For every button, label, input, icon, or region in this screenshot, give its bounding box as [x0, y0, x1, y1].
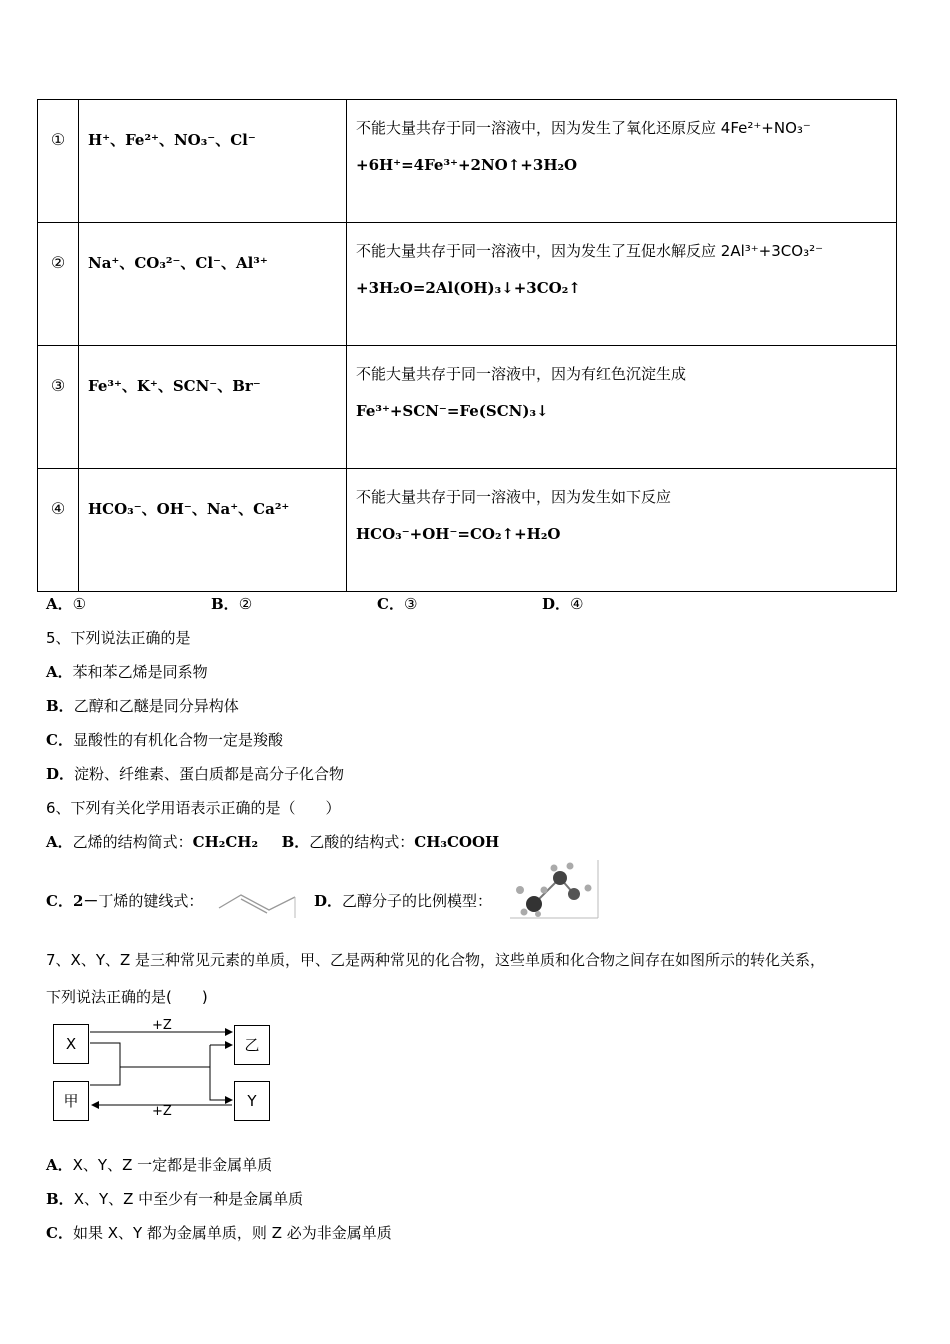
q7-stem-line2: 下列说法正确的是( )	[46, 988, 208, 1006]
row-number: ①	[38, 100, 79, 223]
node-yi: 乙	[234, 1025, 270, 1065]
q5-option-a[interactable]: A．苯和苯乙烯是同系物	[46, 663, 208, 681]
ion-group	[79, 346, 347, 469]
ion-table	[37, 99, 897, 592]
node-y: Y	[234, 1081, 270, 1121]
ion-group	[79, 223, 347, 346]
table-row	[38, 223, 897, 346]
q5-stem: 5、下列说法正确的是	[46, 629, 191, 647]
table-row	[38, 100, 897, 223]
bottom-arrow-label: +Z	[152, 1104, 172, 1119]
equation-text: +6H⁺=4Fe³⁺+2NO↑+3H₂O	[356, 156, 578, 174]
q6-option-c[interactable]: C．2－丁烯的键线式：	[46, 892, 204, 910]
explanation-cell	[347, 469, 897, 592]
explanation-text: 不能大量共存于同一溶液中，因为发生如下反应	[356, 488, 672, 506]
table-row	[38, 469, 897, 592]
ion-group	[79, 469, 347, 592]
equation-text: Fe³⁺+SCN⁻=Fe(SCN)₃↓	[356, 402, 549, 420]
ion-group-text: HCO₃⁻、OH⁻、Na⁺、Ca²⁺	[88, 500, 290, 518]
q6-option-d[interactable]: D．乙醇分子的比例模型：	[314, 892, 493, 910]
q4-option-a[interactable]: A．①	[46, 595, 87, 613]
explanation-text: 不能大量共存于同一溶液中，因为发生了互促水解反应 2Al³⁺+3CO₃²⁻	[356, 242, 824, 260]
explanation-text: 不能大量共存于同一溶液中，因为有红色沉淀生成	[356, 365, 687, 383]
q7-option-c[interactable]: C．如果 X、Y 都为金属单质，则 Z 必为非金属单质	[46, 1224, 392, 1242]
explanation-cell	[347, 223, 897, 346]
q4-option-c[interactable]: C．③	[377, 595, 418, 613]
ion-group-text: Fe³⁺、K⁺、SCN⁻、Br⁻	[88, 377, 261, 395]
q5-option-c[interactable]: C．显酸性的有机化合物一定是羧酸	[46, 731, 283, 749]
ion-group-text: H⁺、Fe²⁺、NO₃⁻、Cl⁻	[88, 131, 256, 149]
row-number: ③	[38, 346, 79, 469]
q6-options-ab	[46, 831, 499, 852]
equation-text: +3H₂O=2Al(OH)₃↓+3CO₂↑	[356, 279, 581, 297]
explanation-cell	[347, 346, 897, 469]
q7-option-a[interactable]: A．X、Y、Z 一定都是非金属单质	[46, 1156, 273, 1174]
q4-option-b[interactable]: B．②	[211, 595, 253, 613]
explanation-text: 不能大量共存于同一溶液中，因为发生了氧化还原反应 4Fe²⁺+NO₃⁻	[356, 119, 811, 137]
node-jia: 甲	[53, 1081, 89, 1121]
ion-group-text: Na⁺、CO₃²⁻、Cl⁻、Al³⁺	[88, 254, 268, 272]
q7-option-b[interactable]: B．X、Y、Z 中至少有一种是金属单质	[46, 1190, 304, 1208]
q6-stem: 6、下列有关化学用语表示正确的是（ ）	[46, 799, 341, 817]
equation-text: HCO₃⁻+OH⁻=CO₂↑+H₂O	[356, 525, 561, 543]
q7-stem-line1: 7、X、Y、Z 是三种常见元素的单质，甲、乙是两种常见的化合物，这些单质和化合物之间存在如图所示的转化关系，	[46, 951, 826, 969]
butene-skeletal-formula	[217, 888, 299, 920]
q6-option-a[interactable]: A．乙烯的结构简式：CH₂CH₂	[46, 833, 259, 851]
q4-option-d[interactable]: D．④	[542, 595, 584, 613]
top-arrow-label: +Z	[152, 1018, 172, 1033]
ion-group	[79, 100, 347, 223]
q6-option-b[interactable]: B．乙酸的结构式：CH₃COOH	[281, 833, 500, 851]
q5-option-d[interactable]: D．淀粉、纤维素、蛋白质都是高分子化合物	[46, 765, 345, 783]
q5-option-b[interactable]: B．乙醇和乙醚是同分异构体	[46, 697, 239, 715]
row-number: ②	[38, 223, 79, 346]
row-number: ④	[38, 469, 79, 592]
table-row	[38, 346, 897, 469]
ethanol-ball-model	[510, 860, 600, 920]
explanation-cell	[347, 100, 897, 223]
node-x: X	[53, 1024, 89, 1064]
